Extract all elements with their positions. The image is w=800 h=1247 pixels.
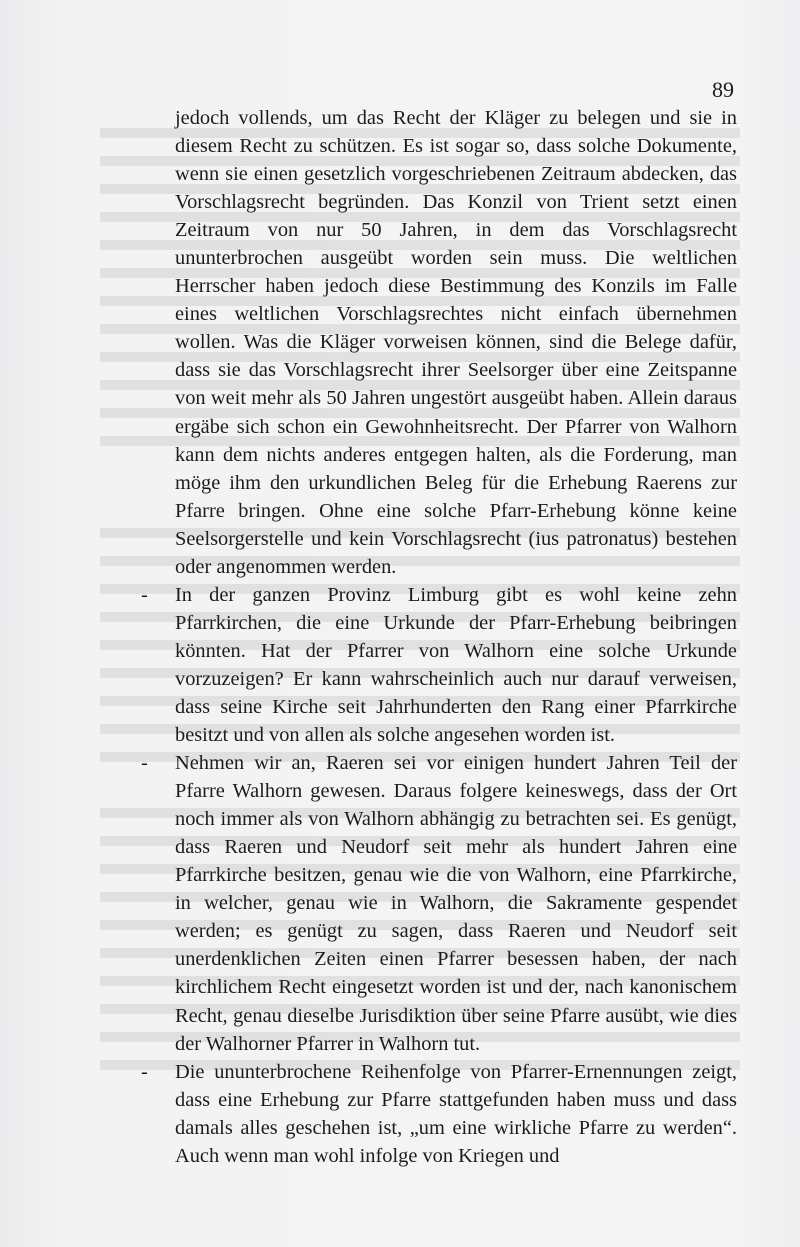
bullet-item-provinz-limburg xyxy=(141,581,737,749)
bullet-item-pfarrer-ernennungen xyxy=(141,1058,737,1170)
paragraph-continuation: jedoch vollends, um das Recht der Kläger zu belegen und sie in diesem Recht zu schützen. Es ist sogar so, dass solche Dokumente, wenn sie einen gesetzlich vorgeschriebenen Zeitraum abdecken, das Vorschlagsrecht begründen. Das Konzil von Trient setzt einen Zeitraum von nur 50 Jahren, in dem das Vorschlagsrecht ununterbrochen ausgeübt worden sein muss. Die weltlichen Herrscher haben jedoch diese Bestimmung des Konzils im Falle eines weltlichen Vorschlagsrechtes nicht einfach übernehmen wollen. Was die Kläger vorweisen können, sind die Belege dafür, dass sie das Vorschlagsrecht ihrer Seelsorger über eine Zeitspanne von weit mehr als 50 Jahren ungestört ausgeübt haben. Allein daraus ergäbe sich schon ein Gewohnheitsrecht. Der Pfarrer von Walhorn kann dem nichts anderes entgegen halten, als die Forderung, man möge ihm den urkundlichen Beleg für die Erhebung Raerens zur Pfarre bringen. Ohne eine solche Pfarr-Erhebung könne keine Seelsorgerstelle und kein Vorschlagsrecht (ius patronatus) bestehen oder angenommen werden. xyxy=(175,107,737,578)
bullet-dash: - xyxy=(141,583,148,606)
page-number: 89 xyxy=(712,77,734,102)
bullet-text: In der ganzen Provinz Limburg gibt es wohl keine zehn Pfarrkirchen, die eine Urkunde der Pfarr-Erhebung beibringen könnten. Hat der Pfarrer von Walhorn eine solche Urkunde vorzuzeigen? Er kann wahrscheinlich auch nur darauf verweisen, dass seine Kirche seit Jahrhunderten den Rang einer Pfarrkirche besitzt und von allen als solche angesehen worden ist. xyxy=(175,583,737,747)
bullet-dash: - xyxy=(141,752,148,775)
bullet-dash: - xyxy=(141,1060,148,1083)
bullet-text: Nehmen wir an, Raeren sei vor einigen hundert Jahren Teil der Pfarre Walhorn gewesen. Daraus folgere keineswegs, dass der Ort noch immer als von Walhorn abhängig zu betrachten sei. Es genügt, dass Raeren und Neudorf seit mehr als hundert Jahren eine Pfarrkirche besitzen, genau wie die von Walhorn, eine Pfarrkirche, in welcher, genau wie in Walhorn, die Sakramente gespendet werden; es genügt zu sagen, dass Raeren und Neudorf seit unerdenklichen Zeiten einen Pfarrer besessen haben, der nach kirchlichem Recht eingesetzt worden ist und der, nach kanonischem Recht, genau dieselbe Jurisdiktion über seine Pfarre ausübt, wie dies der Walhorner Pfarrer in Walhorn tut. xyxy=(175,752,737,1055)
bullet-item-raeren-teil xyxy=(141,749,737,1058)
bullet-text: Die ununterbrochene Reihenfolge von Pfarrer-Ernennungen zeigt, dass eine Erhebung zur Pfarre stattgefunden haben muss und dass damals alles geschehen ist, „um eine wirkliche Pfarre zu werden“. Auch wenn man wohl infolge von Kriegen und xyxy=(175,1060,737,1167)
body-text xyxy=(141,104,737,1170)
